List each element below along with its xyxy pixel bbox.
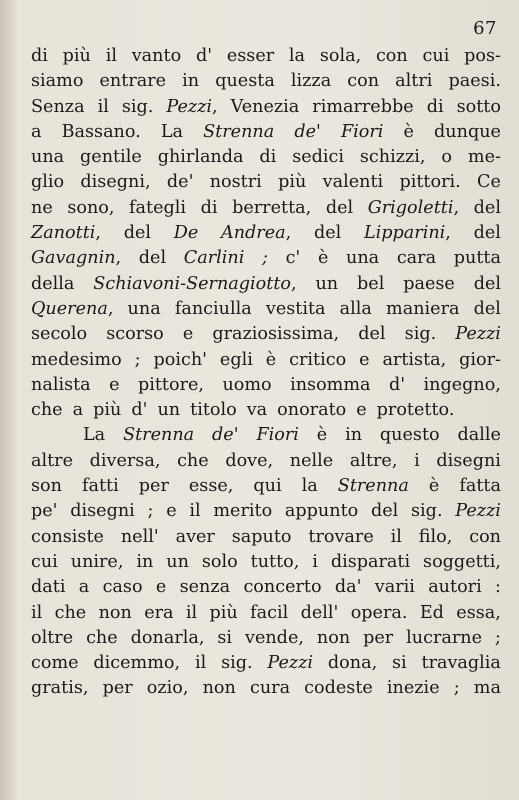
text-line: medesimo ; poich' egli è critico e artista, gior- xyxy=(31,349,501,370)
text-line: dati a caso e senza concerto da' varii autori : xyxy=(31,577,501,598)
text-line: gratis, per ozio, non cura codeste inezie ; ma xyxy=(31,678,501,699)
text-line: ne sono, fategli di berretta, del Grigoletti, del xyxy=(31,197,501,218)
text-line: pe' disegni ; e il merito appunto del sig. Pezzi xyxy=(31,501,501,522)
text-line: cui unire, in un solo tutto, i disparati soggetti, xyxy=(31,551,501,572)
text-line: Gavagnin, del Carlini ; c' è una cara putta xyxy=(31,248,501,269)
text-line: il che non era il più facil dell' opera. Ed essa, xyxy=(31,602,501,623)
text-line: come dicemmo, il sig. Pezzi dona, si travaglia xyxy=(31,653,501,674)
text-line: La Strenna de' Fiori è in questo dalle xyxy=(83,425,501,446)
text-line: secolo scorso e graziosissima, del sig. Pezzi xyxy=(31,324,501,345)
text-line: son fatti per esse, qui la Strenna è fatta xyxy=(31,476,501,497)
text-line: di più il vanto d' esser la sola, con cui pos- xyxy=(31,46,501,66)
text-line: Zanotti, del De Andrea, del Lipparini, del xyxy=(31,223,501,244)
text-line: una gentile ghirlanda di sedici schizzi, o me- xyxy=(31,147,501,168)
text-line: a Bassano. La Strenna de' Fiori è dunque xyxy=(31,121,501,142)
page-number: 67 xyxy=(473,18,497,39)
body-text xyxy=(31,44,501,702)
text-line: della Schiavoni-Sernagiotto, un bel paese del xyxy=(31,273,501,294)
text-line: glio disegni, de' nostri più valenti pittori. Ce xyxy=(31,172,501,193)
text-line: siamo entrare in questa lizza con altri paesi. xyxy=(31,71,501,92)
text-line: consiste nell' aver saputo trovare il filo, con xyxy=(31,526,501,547)
text-line: Querena, una fanciulla vestita alla maniera del xyxy=(31,298,501,319)
text-line: Senza il sig. Pezzi, Venezia rimarrebbe di sotto xyxy=(31,96,501,117)
text-line: che a più d' un titolo va onorato e protetto. xyxy=(31,400,455,421)
text-line: altre diversa, che dove, nelle altre, i disegni xyxy=(31,450,501,471)
text-line: oltre che donarla, si vende, non per lucrarne ; xyxy=(31,627,501,648)
text-line: nalista e pittore, uomo insomma d' ingegno, xyxy=(31,374,501,395)
